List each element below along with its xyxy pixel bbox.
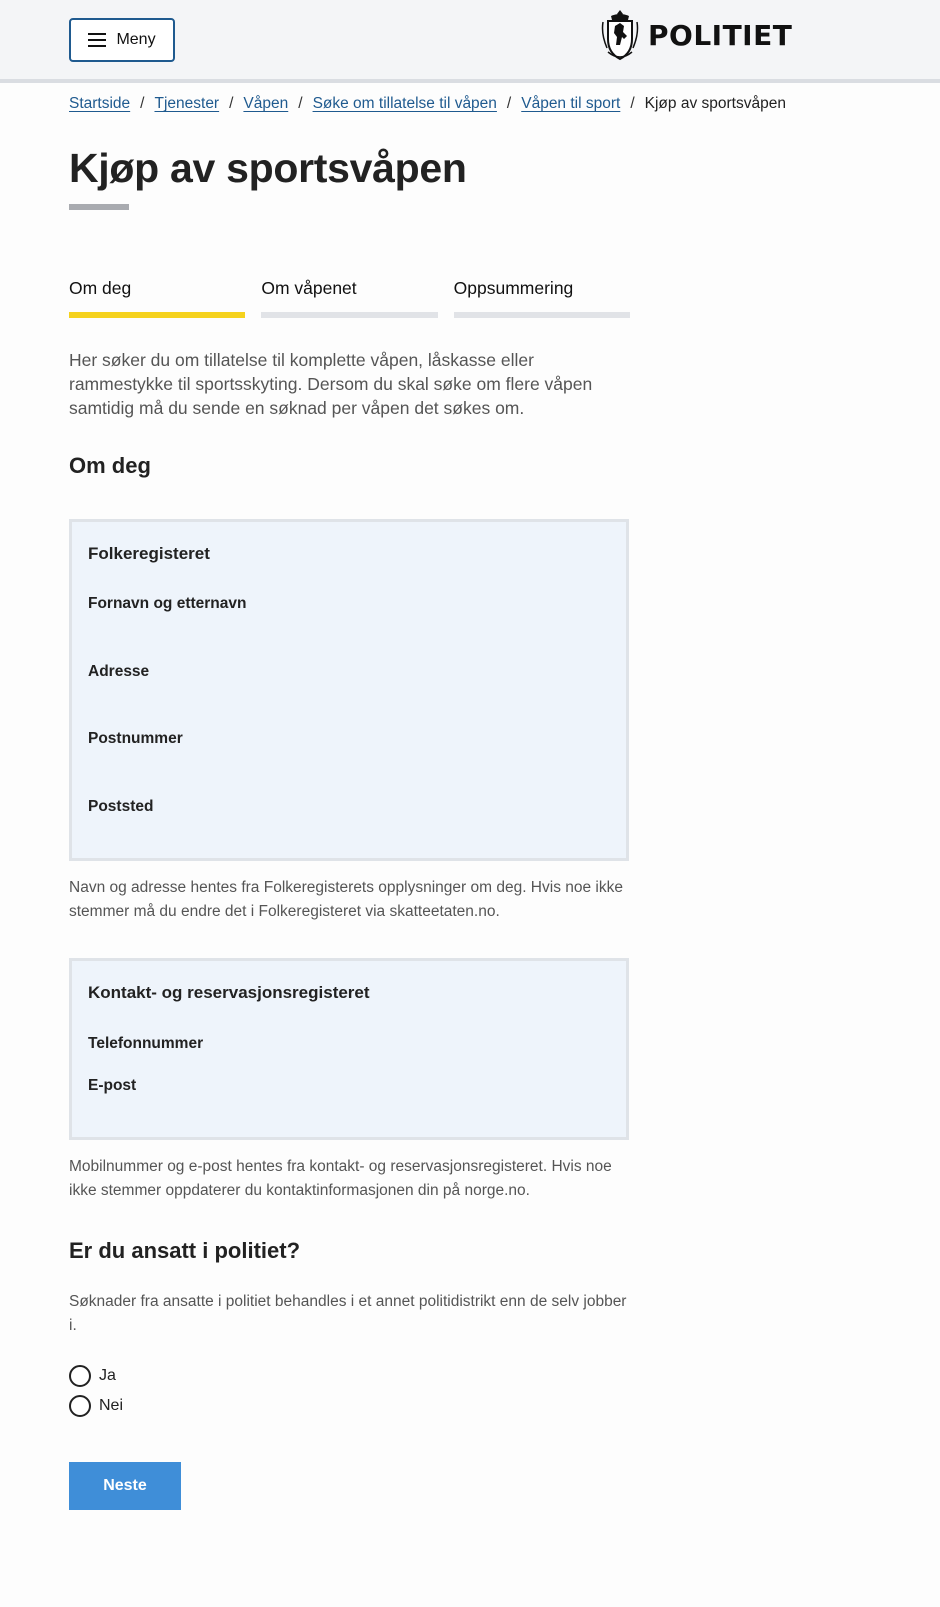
- radio-nei[interactable]: [69, 1395, 123, 1417]
- step-label: Oppsummering: [453, 278, 574, 298]
- radio-circle-icon[interactable]: [69, 1365, 91, 1387]
- breadcrumb-current: Kjøp av sportsvåpen: [644, 95, 786, 112]
- menu-button[interactable]: [69, 18, 175, 62]
- section-heading-om-deg: Om deg: [69, 453, 151, 478]
- breadcrumb-link-startside[interactable]: Startside: [69, 95, 131, 112]
- folkeregister-box: [69, 519, 629, 861]
- hamburger-icon: [88, 33, 106, 47]
- breadcrumb-link-soke-om-tillatelse[interactable]: Søke om tillatelse til våpen: [312, 95, 497, 112]
- step-indicator: [69, 278, 630, 318]
- field-label-postal-code: Postnummer: [88, 730, 183, 747]
- breadcrumb-link-tjenester[interactable]: Tjenester: [154, 95, 220, 112]
- radio-circle-icon[interactable]: [69, 1395, 91, 1417]
- intro-text: Her søker du om tillatelse til komplette våpen, låskasse eller rammestykke til sportsskyting. Dersom du skal søke om flere våpen samtidig må du sende en søknad per våpen det søkes om.: [69, 350, 593, 418]
- logo-text: POLITIET: [648, 18, 793, 52]
- field-label-name: Fornavn og etternavn: [88, 595, 247, 612]
- menu-button-label: Meny: [116, 31, 156, 48]
- krr-box: [69, 958, 629, 1140]
- folkeregister-title: Folkeregisteret: [88, 544, 210, 563]
- field-label-phone: Telefonnummer: [88, 1035, 204, 1052]
- field-label-email: E-post: [88, 1077, 137, 1094]
- section-heading-employee: Er du ansatt i politiet?: [69, 1238, 301, 1263]
- page-title: Kjøp av sportsvåpen: [69, 145, 467, 191]
- breadcrumb-separator: /: [229, 95, 234, 112]
- folkeregister-note: Navn og adresse hentes fra Folkeregisterets opplysninger om deg. Hvis noe ikke stemmer må du endre det i Folkeregisteret via skatteetaten.no.: [69, 879, 623, 920]
- breadcrumb: [69, 95, 786, 113]
- step-label: Om våpenet: [261, 278, 357, 298]
- field-label-postal-place: Poststed: [88, 798, 154, 815]
- employee-description: Søknader fra ansatte i politiet behandles i et annet politidistrikt enn de selv jobber i.: [69, 1293, 627, 1334]
- krr-note: Mobilnummer og e-post hentes fra kontakt- og reservasjonsregisteret. Hvis noe ikke stemmer oppdaterer du kontaktinformasjonen din på norge.no.: [69, 1158, 612, 1199]
- site-header: [0, 0, 940, 83]
- next-button[interactable]: Neste: [69, 1462, 181, 1510]
- breadcrumb-separator: /: [630, 95, 635, 112]
- radio-ja[interactable]: [69, 1365, 116, 1387]
- breadcrumb-link-vapen-til-sport[interactable]: Våpen til sport: [521, 95, 621, 112]
- step-om-vapenet[interactable]: [261, 278, 437, 318]
- step-om-deg[interactable]: [69, 278, 245, 318]
- step-progress-bar: [69, 312, 245, 318]
- step-progress-bar: [454, 312, 630, 318]
- step-oppsummering[interactable]: [454, 278, 630, 318]
- breadcrumb-separator: /: [140, 95, 145, 112]
- field-label-address: Adresse: [88, 663, 150, 680]
- title-underline: [69, 204, 129, 210]
- politiet-logo[interactable]: [600, 8, 792, 62]
- radio-label-ja: Ja: [99, 1367, 116, 1384]
- step-label: Om deg: [69, 278, 132, 298]
- krr-title: Kontakt- og reservasjonsregisteret: [88, 983, 370, 1002]
- breadcrumb-separator: /: [506, 95, 512, 112]
- breadcrumb-link-vapen[interactable]: Våpen: [243, 95, 289, 112]
- breadcrumb-separator: /: [298, 95, 303, 112]
- coat-of-arms-icon: [600, 8, 640, 62]
- radio-label-nei: Nei: [99, 1397, 124, 1414]
- step-progress-bar: [261, 312, 437, 318]
